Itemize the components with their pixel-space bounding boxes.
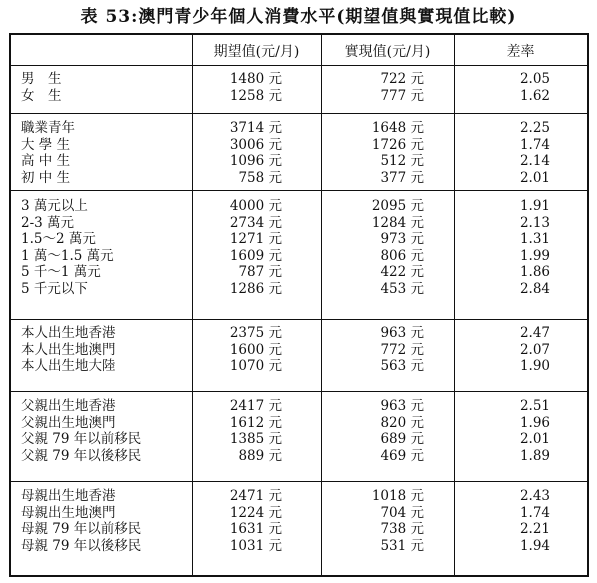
cell-ratio: 1.86 xyxy=(519,264,550,281)
row-label: 母親 79 年以後移民 xyxy=(21,537,142,554)
cell-ratio: 2.05 xyxy=(519,71,550,87)
cell-expected: 1612 元 xyxy=(229,414,282,431)
cell-actual: 1284 元 xyxy=(371,214,424,231)
cell-actual: 963 元 xyxy=(380,398,424,414)
cell-actual: 1726 元 xyxy=(371,136,424,153)
cell-ratio: 1.31 xyxy=(519,231,550,248)
cell-expected: 1271 元 xyxy=(229,231,282,248)
row-label: 初 中 生 xyxy=(21,169,71,186)
cell-expected: 787 元 xyxy=(238,264,282,281)
cell-ratio: 2.43 xyxy=(519,488,550,504)
header-actual: 實現值(元/月) xyxy=(344,44,431,60)
cell-ratio: 2.01 xyxy=(519,431,550,448)
row-label: 母親 79 年以前移民 xyxy=(21,521,142,538)
row-label: 1 萬～1.5 萬元 xyxy=(21,247,114,264)
cell-expected: 1031 元 xyxy=(229,537,282,554)
cell-expected: 1631 元 xyxy=(229,521,282,538)
cell-ratio: 2.07 xyxy=(519,341,550,358)
cell-expected: 3006 元 xyxy=(229,136,282,153)
cell-actual: 963 元 xyxy=(380,325,424,341)
row-label: 本人出生地澳門 xyxy=(21,341,116,358)
header-expected: 期望值(元/月) xyxy=(213,44,300,60)
cell-expected: 1096 元 xyxy=(229,153,282,170)
cell-ratio: 1.62 xyxy=(519,87,550,104)
group-divider xyxy=(11,319,587,320)
consumption-table xyxy=(9,33,589,577)
cell-actual: 469 元 xyxy=(380,447,424,464)
row-label: 1.5～2 萬元 xyxy=(21,231,96,248)
row-label: 3 萬元以上 xyxy=(21,198,88,214)
cell-actual: 722 元 xyxy=(380,71,424,87)
cell-expected: 2734 元 xyxy=(229,214,282,231)
cell-expected: 1609 元 xyxy=(229,247,282,264)
row-label: 5 千元以下 xyxy=(21,281,88,297)
cell-ratio: 1.90 xyxy=(519,358,550,375)
row-label: 父親 79 年以後移民 xyxy=(21,447,142,464)
cell-ratio: 1.94 xyxy=(519,537,550,554)
row-label: 2-3 萬元 xyxy=(21,214,75,231)
cell-actual: 738 元 xyxy=(380,521,424,538)
cell-actual: 973 元 xyxy=(380,231,424,248)
cell-expected: 1385 元 xyxy=(229,431,282,448)
cell-ratio: 2.47 xyxy=(519,325,550,341)
group-divider xyxy=(11,190,587,191)
group-divider xyxy=(11,65,587,66)
cell-expected: 1286 元 xyxy=(229,281,282,297)
group-divider xyxy=(11,391,587,392)
cell-ratio: 2.14 xyxy=(519,153,550,170)
cell-ratio: 1.91 xyxy=(519,198,550,214)
cell-actual: 689 元 xyxy=(380,431,424,448)
cell-actual: 563 元 xyxy=(380,358,424,375)
row-label: 父親出生地香港 xyxy=(21,398,116,414)
row-label: 父親出生地澳門 xyxy=(21,414,116,431)
cell-ratio: 1.74 xyxy=(519,136,550,153)
cell-expected: 1224 元 xyxy=(229,504,282,521)
row-label: 本人出生地大陸 xyxy=(21,358,116,375)
cell-ratio: 2.25 xyxy=(519,120,550,136)
cell-ratio: 1.99 xyxy=(519,247,550,264)
cell-expected: 1480 元 xyxy=(229,71,282,87)
group-divider xyxy=(11,481,587,482)
cell-actual: 1018 元 xyxy=(371,488,424,504)
row-label: 女 生 xyxy=(21,87,62,104)
row-label: 父親 79 年以前移民 xyxy=(21,431,142,448)
row-label: 大 學 生 xyxy=(21,136,71,153)
table-title: 表 53:澳門青少年個人消費水平(期望值與實現值比較) xyxy=(80,7,517,27)
cell-ratio: 2.51 xyxy=(519,398,550,414)
cell-actual: 820 元 xyxy=(380,414,424,431)
cell-expected: 889 元 xyxy=(238,447,282,464)
cell-actual: 704 元 xyxy=(380,504,424,521)
cell-expected: 3714 元 xyxy=(229,120,282,136)
cell-ratio: 1.74 xyxy=(519,504,550,521)
cell-actual: 777 元 xyxy=(380,87,424,104)
cell-actual: 422 元 xyxy=(380,264,424,281)
cell-actual: 806 元 xyxy=(380,247,424,264)
cell-ratio: 2.01 xyxy=(519,169,550,186)
cell-expected: 2375 元 xyxy=(229,325,282,341)
cell-expected: 2471 元 xyxy=(229,488,282,504)
cell-actual: 772 元 xyxy=(380,341,424,358)
cell-actual: 453 元 xyxy=(380,281,424,297)
cell-actual: 531 元 xyxy=(380,537,424,554)
row-label: 職業青年 xyxy=(21,120,75,136)
cell-expected: 758 元 xyxy=(238,169,282,186)
row-label: 5 千～1 萬元 xyxy=(21,264,101,281)
cell-ratio: 2.13 xyxy=(519,214,550,231)
cell-actual: 1648 元 xyxy=(371,120,424,136)
row-label: 男 生 xyxy=(21,71,62,87)
cell-ratio: 1.96 xyxy=(519,414,550,431)
cell-ratio: 2.21 xyxy=(519,521,550,538)
cell-expected: 1600 元 xyxy=(229,341,282,358)
cell-expected: 2417 元 xyxy=(229,398,282,414)
row-label: 高 中 生 xyxy=(21,153,71,170)
cell-expected: 1070 元 xyxy=(229,358,282,375)
cell-actual: 512 元 xyxy=(380,153,424,170)
cell-ratio: 1.89 xyxy=(519,447,550,464)
cell-ratio: 2.84 xyxy=(519,281,550,297)
row-label: 母親出生地香港 xyxy=(21,488,116,504)
row-label: 本人出生地香港 xyxy=(21,325,116,341)
cell-actual: 377 元 xyxy=(380,169,424,186)
cell-expected: 1258 元 xyxy=(229,87,282,104)
row-label: 母親出生地澳門 xyxy=(21,504,116,521)
cell-expected: 4000 元 xyxy=(229,198,282,214)
cell-actual: 2095 元 xyxy=(371,198,424,214)
group-divider xyxy=(11,113,587,114)
header-ratio: 差率 xyxy=(506,44,535,60)
